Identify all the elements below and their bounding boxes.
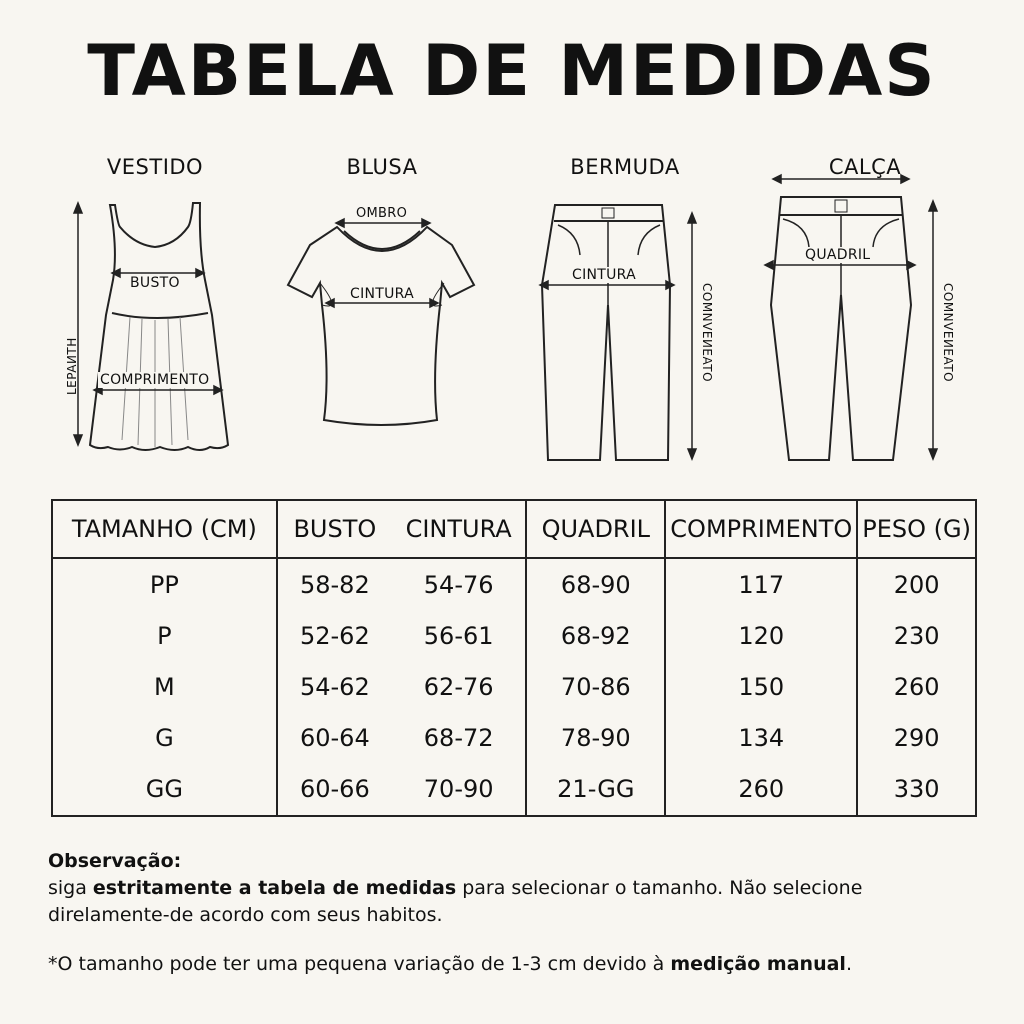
garment-calca — [765, 155, 965, 475]
garment-bermuda — [530, 155, 720, 475]
header-peso: PESO (G) — [857, 500, 976, 558]
cell-quadril: 70-86 — [526, 661, 665, 712]
header-tamanho: TAMANHO (CM) — [52, 500, 277, 558]
garment-vestido — [60, 155, 250, 475]
cell-busto: 60-66 — [277, 764, 392, 816]
label-side-calca: COMNVEИEATO — [941, 283, 955, 383]
page-title: TABELA DE MEDIDAS — [87, 30, 937, 112]
cell-comprimento: 260 — [665, 764, 857, 816]
blouse-illustration — [282, 155, 482, 475]
cell-busto: 54-62 — [277, 661, 392, 712]
cell-quadril: 68-90 — [526, 558, 665, 610]
table-row — [52, 610, 976, 661]
label-cintura-bermuda: CINTURA — [572, 267, 637, 283]
table-row — [52, 661, 976, 712]
cell-size: G — [155, 724, 174, 753]
cell-peso: 200 — [857, 558, 976, 610]
label-quadril: QUADRIL — [805, 247, 871, 263]
cell-size: PP — [149, 570, 179, 599]
label-comprimento: COMPRIMENTO — [100, 372, 210, 388]
table-header-row — [52, 500, 976, 558]
label-cintura: CINTURA — [350, 286, 415, 302]
garment-name-vestido: VESTIDO — [106, 155, 204, 179]
notes-line1-pre: siga — [48, 877, 93, 899]
cell-quadril: 68-92 — [526, 610, 665, 661]
footnote-pre: *O tamanho pode ter uma pequena variação de 1-3 cm devido à — [48, 953, 671, 975]
garment-name-bermuda: BERMUDA — [570, 155, 680, 179]
garment-name-calca: CALÇA — [828, 155, 902, 179]
cell-cintura: 62-76 — [423, 672, 494, 701]
dress-illustration — [60, 155, 250, 475]
cell-peso: 330 — [857, 764, 976, 816]
notes-section — [48, 848, 988, 978]
size-table — [51, 499, 977, 817]
notes-line-2: direlamente-de acordo com seus habitos. — [48, 904, 443, 926]
cell-comprimento: 117 — [665, 558, 857, 610]
cell-quadril: 78-90 — [526, 713, 665, 764]
cell-busto: 60-64 — [277, 713, 392, 764]
header-comprimento: COMPRIMENTO — [665, 500, 857, 558]
cell-comprimento: 134 — [665, 713, 857, 764]
table-row — [52, 764, 976, 816]
header-busto: BUSTO — [277, 500, 392, 558]
table-row — [52, 713, 976, 764]
footnote-bold: medição manual — [670, 953, 846, 975]
header-quadril: QUADRIL — [526, 500, 665, 558]
cell-size: P — [157, 621, 172, 650]
cell-comprimento: 120 — [665, 610, 857, 661]
cell-comprimento: 150 — [665, 661, 857, 712]
notes-title: Observação: — [48, 850, 182, 872]
label-ombro: OMBRO — [356, 206, 408, 221]
cell-peso: 260 — [857, 661, 976, 712]
cell-cintura: 54-76 — [423, 570, 494, 599]
table-row — [52, 558, 976, 610]
label-side-vestido: LEPAИTH — [65, 337, 79, 395]
cell-cintura: 70-90 — [423, 775, 494, 804]
header-cintura: CINTURA — [392, 500, 526, 558]
cell-cintura: 68-72 — [423, 724, 494, 753]
notes-line-1 — [48, 875, 988, 902]
footnote-post: . — [845, 953, 852, 975]
cell-size: M — [154, 672, 175, 701]
bermuda-illustration — [530, 155, 720, 475]
cell-peso: 230 — [857, 610, 976, 661]
cell-size: GG — [145, 775, 183, 804]
cell-peso: 290 — [857, 713, 976, 764]
trousers-illustration — [765, 155, 965, 475]
cell-cintura: 56-61 — [423, 621, 494, 650]
label-busto: BUSTO — [130, 275, 180, 291]
notes-line1-post: para selecionar o tamanho. Não selecione — [456, 877, 863, 899]
cell-busto: 58-82 — [277, 558, 392, 610]
footnote — [48, 951, 988, 978]
notes-line1-bold: estritamente a tabela de medidas — [92, 877, 457, 899]
label-side-bermuda: COMNVEИEATO — [700, 283, 714, 383]
cell-busto: 52-62 — [277, 610, 392, 661]
garment-blusa — [282, 155, 482, 475]
garment-name-blusa: BLUSA — [346, 155, 418, 179]
cell-quadril: 21-GG — [526, 764, 665, 816]
